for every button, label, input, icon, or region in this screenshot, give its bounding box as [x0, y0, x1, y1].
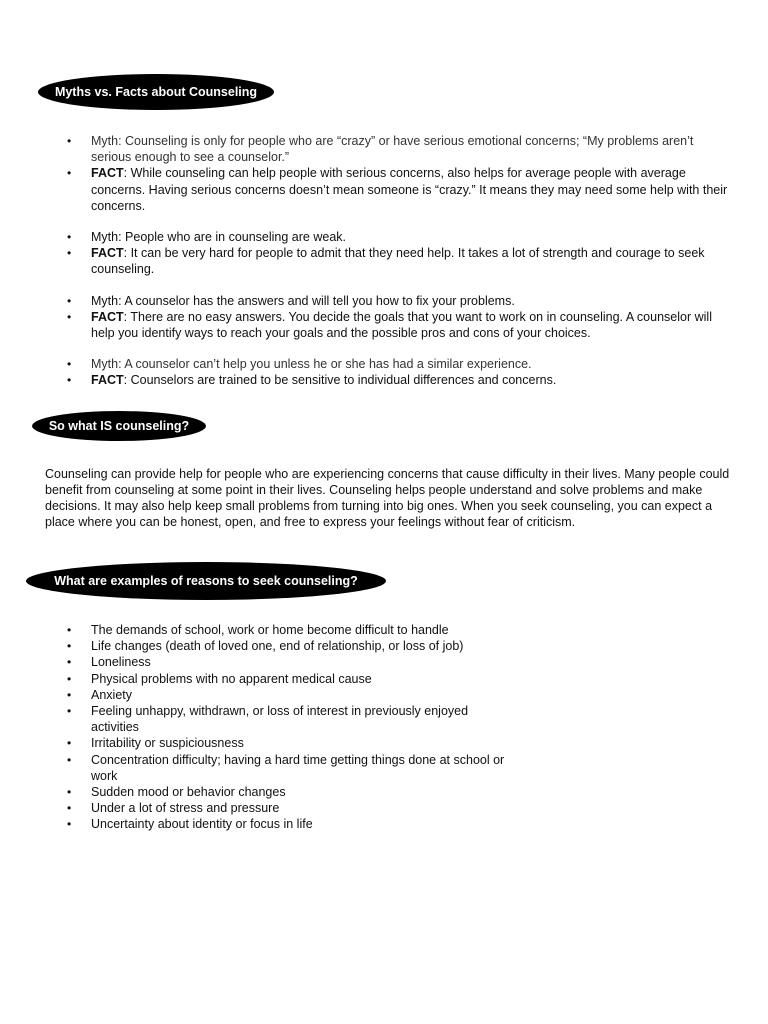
section-heading-myths-facts-text: Myths vs. Facts about Counseling	[54, 85, 258, 99]
reason-item: • Irritability or suspiciousness	[66, 735, 506, 751]
reason-item: • Uncertainty about identity or focus in life	[66, 816, 506, 832]
myth-item	[66, 229, 736, 245]
reasons-list	[66, 622, 506, 833]
section-heading-reasons	[26, 562, 386, 600]
myth-item	[66, 293, 736, 309]
section-heading-what-is-text: So what IS counseling?	[48, 419, 190, 433]
fact-item	[66, 372, 736, 388]
fact-text: : While counseling can help people with serious concerns, also helps for average people with average concerns. Having serious concerns doesn’t mean someone is “crazy.” It means they may need some help with their concerns.	[91, 166, 728, 213]
fact-item	[66, 309, 736, 341]
fact-text: : Counselors are trained to be sensitive to individual differences and concerns.	[123, 373, 557, 388]
fact-label: FACT	[91, 309, 124, 324]
reason-item: • Life changes (death of loved one, end of relationship, or loss of job)	[66, 638, 506, 654]
fact-label: FACT	[91, 246, 124, 261]
fact-text: : There are no easy answers. You decide the goals that you want to work on in counseling. A counselor will help you identify ways to reach your goals and the possible pros and cons of your choices.	[91, 309, 712, 341]
myth-item	[66, 356, 736, 372]
myth-text: Myth: A counselor can’t help you unless he or she has had a similar experience.	[91, 357, 532, 372]
fact-item	[66, 165, 736, 214]
reason-item: • Anxiety	[66, 687, 506, 703]
reason-item: • The demands of school, work or home become difficult to handle	[66, 622, 506, 638]
reason-item: • Physical problems with no apparent medical cause	[66, 671, 506, 687]
section-heading-myths-facts	[38, 74, 274, 110]
myth-text: Myth: People who are in counseling are weak.	[91, 230, 347, 245]
section-heading-what-is	[32, 411, 206, 441]
fact-label: FACT	[91, 373, 124, 388]
reason-item: • Sudden mood or behavior changes	[66, 784, 506, 800]
section-heading-reasons-text: What are examples of reasons to seek counseling?	[54, 574, 358, 588]
myth-text: Myth: A counselor has the answers and will tell you how to fix your problems.	[91, 293, 515, 308]
reason-item: • Concentration difficulty; having a hard time getting things done at school or work	[66, 752, 506, 784]
what-is-counseling-paragraph: Counseling can provide help for people who are experiencing concerns that cause difficulty in their lives. Many people could benefit from counseling at some point in their lives. Counseling helps people understand and solve problems and make decisions. It may also help keep small problems from turning into big ones. When you seek counseling, you can expect a place where you can be honest, open, and free to express your feelings without fear of criticism.	[45, 467, 730, 529]
myth-text: Myth: Counseling is only for people who are “crazy” or have serious emotional concerns; “My problems aren’t serious enough to see a counselor.”	[91, 134, 694, 165]
reason-item: • Under a lot of stress and pressure	[66, 800, 506, 816]
myths-facts-list	[66, 133, 736, 389]
fact-text: : It can be very hard for people to admit that they need help. It takes a lot of strength and courage to seek counseling.	[91, 246, 705, 277]
reason-item: • Loneliness	[66, 654, 506, 670]
fact-label: FACT	[91, 166, 124, 181]
myth-item	[66, 133, 736, 165]
fact-item	[66, 245, 736, 277]
reason-item: • Feeling unhappy, withdrawn, or loss of interest in previously enjoyed activities	[66, 703, 506, 735]
